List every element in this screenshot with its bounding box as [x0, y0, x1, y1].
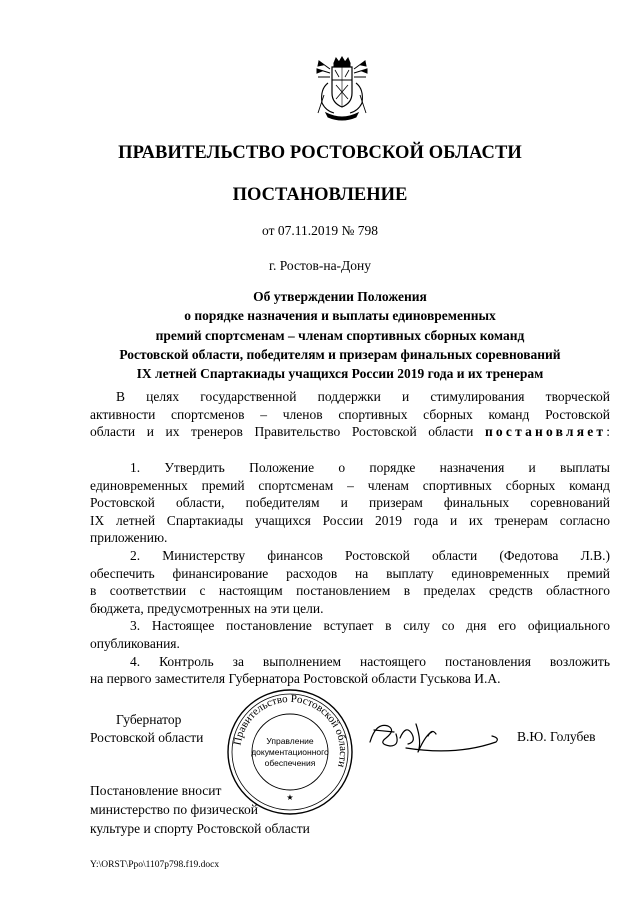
item-line: единовременных премий спортсменам – членам спортивных сборных команд: [90, 477, 610, 493]
heading-line: о порядке назначения и выплаты единовременных: [184, 308, 496, 324]
preamble-line: [90, 423, 610, 441]
preamble-paragraph: [90, 388, 610, 441]
rostov-coat-of-arms-icon: [314, 55, 370, 121]
item-line: опубликования.: [90, 635, 180, 651]
document-city: г. Ростов-на-Дону: [268, 258, 371, 273]
seal-center-line: Управление: [266, 736, 314, 746]
heading-line: Об утверждении Положения: [253, 289, 427, 304]
introducer-line: культуре и спорту Ростовской области: [90, 820, 310, 836]
decree-item-2: [90, 547, 610, 617]
signatory-name: В.Ю. Голубев: [517, 729, 596, 744]
item-line: Ростовской области, победителям и призерам финальных соревнований: [90, 495, 610, 511]
item-line: в соответствии с настоящим постановлением в пределах средств областного: [90, 583, 610, 599]
decree-item-4: [90, 653, 610, 688]
seal-ring-text: Правительство Ростовской области: [231, 692, 350, 769]
decree-item-1: [90, 459, 610, 547]
introducer-line: министерство по физической: [90, 801, 258, 817]
preamble-colon: :: [606, 424, 610, 440]
preamble-line: В целях государственной поддержки и стимулирования творческой: [116, 389, 610, 404]
item-line: на первого заместителя Губернатора Ростовской области Гуськова И.А.: [90, 671, 501, 687]
document-type: ПОСТАНОВЛЕНИЕ: [232, 185, 408, 205]
decree-keyword: постановляет: [484, 424, 607, 440]
document-heading: [60, 287, 620, 383]
item-line: 1. Утвердить Положение о порядке назначения и выплаты: [130, 460, 610, 475]
signatory-region: Ростовской области: [90, 730, 204, 745]
decree-item-3: [90, 617, 610, 652]
heading-line: премий спортсменам – членам спортивных сборных команд: [155, 327, 525, 343]
handwritten-signature-icon: [366, 712, 502, 758]
seal-center-line: обеспечения: [264, 758, 316, 768]
seal-center-line: документационного: [251, 747, 329, 757]
heading-line: IX летней Спартакиады учащихся России 2019 года и их тренерам: [136, 366, 544, 382]
preamble-line: активности спортсменов – членов спортивных сборных команд Ростовской: [90, 406, 610, 422]
document-date-number: от 07.11.2019 № 798: [262, 223, 378, 238]
introducer-line: Постановление вносит: [90, 783, 222, 798]
item-line: 3. Настоящее постановление вступает в силу со дня его официального: [130, 618, 610, 634]
government-title: ПРАВИТЕЛЬСТВО РОСТОВСКОЙ ОБЛАСТИ: [118, 143, 522, 163]
item-line: приложению.: [90, 530, 168, 546]
seal-star-icon: ★: [286, 793, 294, 802]
decree-items: [90, 459, 610, 688]
item-line: 2. Министерству финансов Ростовской области (Федотова Л.В.): [130, 547, 610, 563]
file-path: Y:\ORST\Ppo\1107p798.f19.docx: [90, 860, 220, 870]
item-line: 4. Контроль за выполнением настоящего постановления возложить: [130, 653, 610, 669]
introducer-note: [90, 782, 310, 838]
signatory-title: [90, 711, 230, 747]
item-line: IX летней Спартакиады учащихся России 2019 года и их тренерам согласно: [90, 512, 610, 528]
item-line: бюджета, предусмотренных на эти цели.: [90, 600, 324, 616]
item-line: обеспечить финансирование расходов на выплату единовременных премий: [90, 565, 610, 581]
signatory-position: Губернатор: [116, 712, 182, 727]
preamble-text: области и их тренеров Правительство Ростовской области: [90, 424, 485, 440]
heading-line: Ростовской области, победителям и призерам финальных соревнований: [119, 346, 561, 362]
